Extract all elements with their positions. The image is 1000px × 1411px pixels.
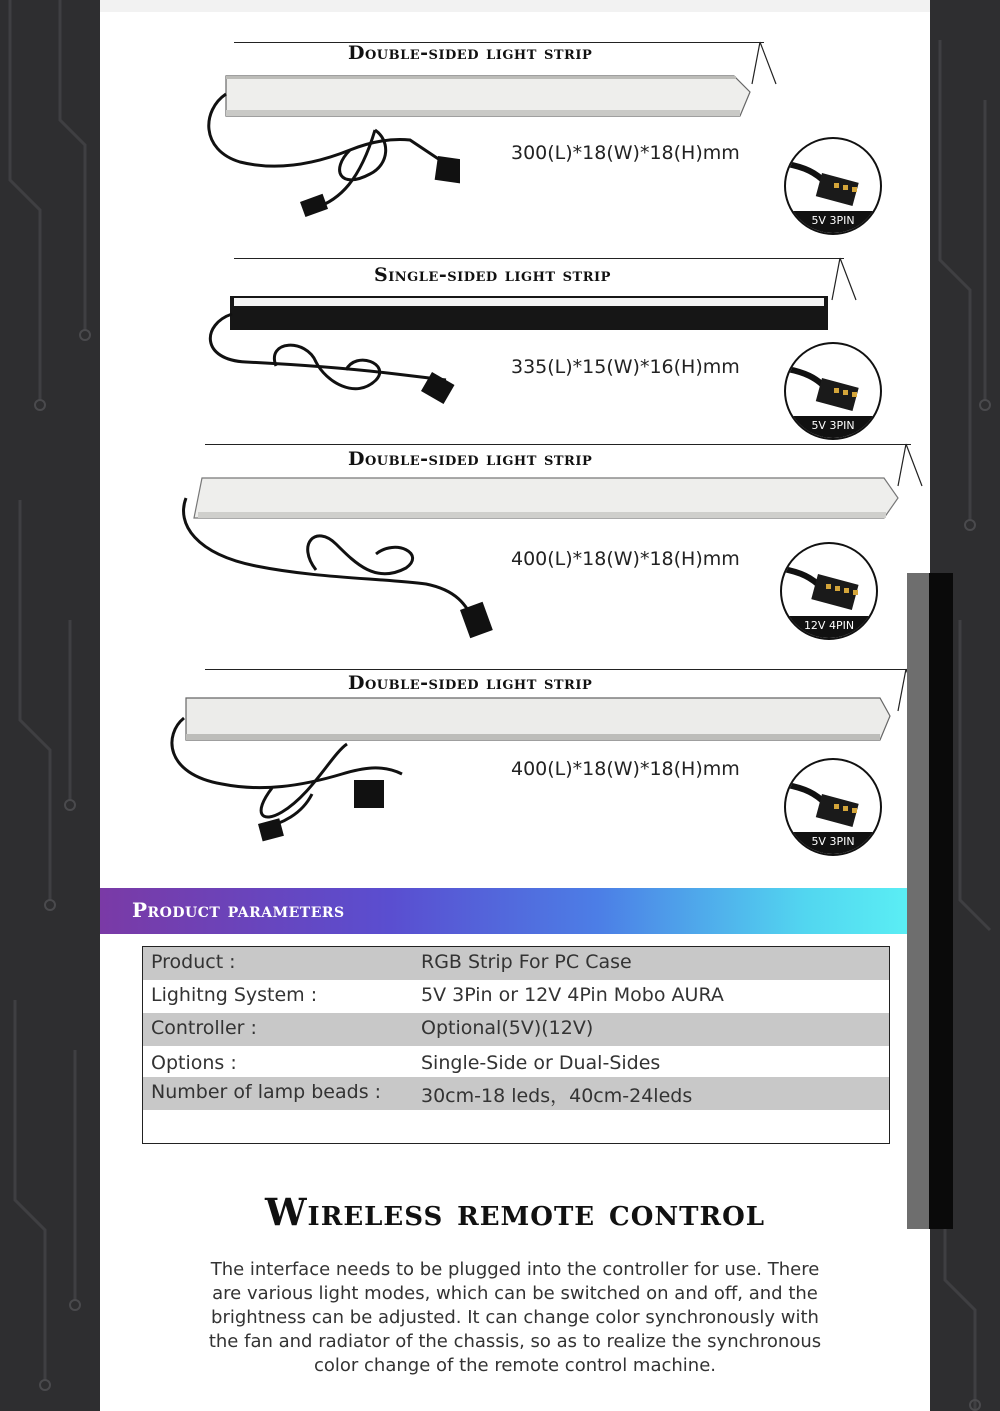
product-page: [100, 0, 930, 1411]
strip-dimensions: 300(L)*18(W)*18(H)mm: [511, 142, 740, 164]
strip-dimensions: 400(L)*18(W)*18(H)mm: [511, 548, 740, 570]
param-value: 5V 3Pin or 12V 4Pin Mobo AURA: [421, 984, 724, 1006]
strip-title: Double-sided light strip: [348, 672, 593, 694]
strip-dimensions: 400(L)*18(W)*18(H)mm: [511, 758, 740, 780]
param-key: Options :: [151, 1052, 237, 1074]
wireless-title: Wireless remote control: [265, 1190, 765, 1234]
pin-label: 12V 4PIN: [782, 616, 876, 638]
table-row: [143, 980, 889, 1013]
title-underline: [205, 669, 911, 670]
param-key: Number of lamp beads :: [151, 1081, 382, 1103]
cable-image: [162, 714, 422, 854]
strip-title: Double-sided light strip: [348, 448, 593, 470]
strip-title: Double-sided light strip: [348, 42, 593, 64]
connector-badge: [784, 758, 882, 856]
pin-label: 5V 3PIN: [786, 832, 880, 854]
param-value: 30cm-18 leds，40cm-24leds: [421, 1085, 693, 1107]
strip-title: Single-sided light strip: [374, 264, 611, 286]
params-table: [142, 946, 890, 1144]
table-row: [143, 1013, 889, 1046]
table-row: [143, 1077, 889, 1110]
wireless-description: The interface needs to be plugged into the controller for use. There are various light modes, which can be switched on and off, and the brightness can be adjusted. It can change color synchronously with the fan and radiator of the chassis, so as to realize the synchronous color change of the remote control machine.: [208, 1259, 822, 1376]
params-title: Product parameters: [132, 898, 345, 922]
param-value: RGB Strip For PC Case: [421, 951, 632, 973]
strip-dimensions: 335(L)*15(W)*16(H)mm: [511, 356, 740, 378]
pin-label: 5V 3PIN: [786, 416, 880, 438]
table-row: [143, 1046, 889, 1079]
param-value: Single-Side or Dual-Sides: [421, 1052, 661, 1074]
params-header-banner: [100, 888, 930, 934]
param-key: Controller :: [151, 1017, 257, 1039]
param-key: Product :: [151, 951, 236, 973]
strip-section-4: [100, 0, 930, 870]
scrollbar-thumb[interactable]: [929, 573, 953, 1229]
pin-label: 5V 3PIN: [786, 211, 880, 233]
param-value: Optional(5V)(12V): [421, 1017, 594, 1039]
param-key: Lighitng System :: [151, 984, 318, 1006]
table-row: [143, 947, 889, 980]
